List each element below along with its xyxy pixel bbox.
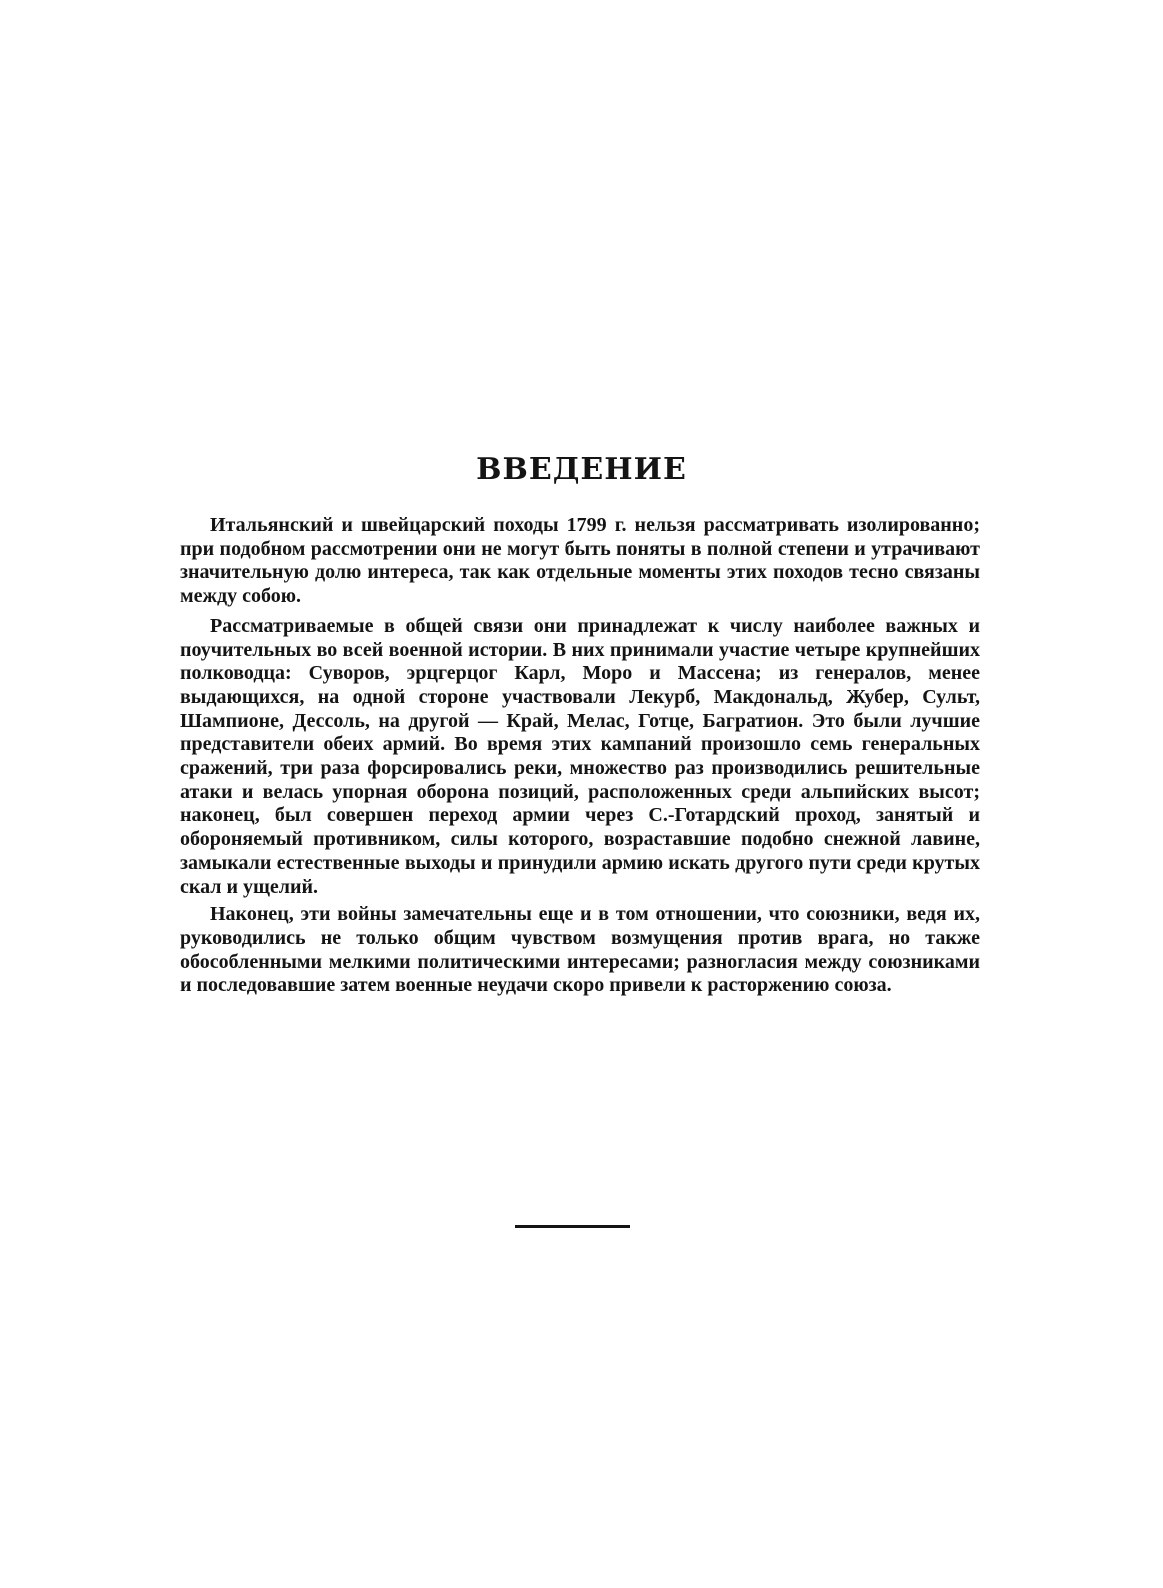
introduction-body: [180, 514, 980, 998]
paragraph-1: Итальянский и швейцарский походы 1799 г. нельзя рассматривать изолированно; при подобном рассмотрении они не могут быть поняты в полной степени и утрачивают значительную долю интереса, так как отдельные моменты этих походов тесно связаны между собою.: [180, 514, 980, 608]
chapter-heading: ВВЕДЕНИЕ: [476, 452, 687, 487]
paragraph-3: Наконец, эти войны замечательны еще и в том отношении, что союзники, ведя их, руководились не только общим чувством возмущения против врага, но также обособленными мелкими политическими интересами; разногласия между союзниками и последовавшие затем военные неудачи скоро привели к расторжению союза.: [180, 903, 980, 997]
section-end-rule: [515, 1225, 630, 1228]
paragraph-2: Рассматриваемые в общей связи они принадлежат к числу наиболее важных и поучительных во всей военной истории. В них принимали участие четыре крупнейших полководца: Суворов, эрцгерцог Карл, Моро и Массена; из генералов, менее выдающихся, на одной стороне участвовали Лекурб, Макдональд, Жубер, Сульт, Шампионе, Дессоль, на другой — Край, Мелас, Готце, Багратион. Это были лучшие представители обеих армий. Во время этих кампаний произошло семь генеральных сражений, три раза форсировались реки, множество раз производились решительные атаки и велась упорная оборона позиций, расположенных среди альпийских высот; наконец, был совершен переход армии через С.-Готардский проход, занятый и обороняемый противником, силы которого, возраставшие подобно снежной лавине, замыкали естественные выходы и принудили армию искать другого пути среди крутых скал и ущелий.: [180, 614, 980, 898]
